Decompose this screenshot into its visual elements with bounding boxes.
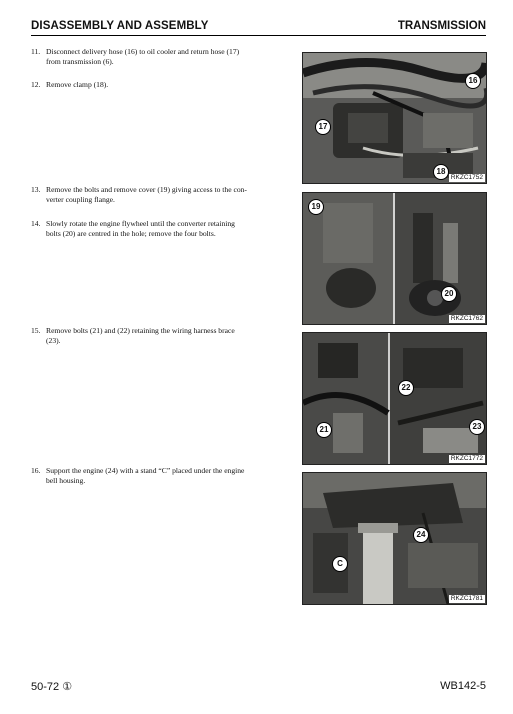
step-13: 13. Remove the bolts and remove cover (19) giving access to the con- verter coupling flange. <box>31 185 247 205</box>
step-14: 14. Slowly rotate the engine flywheel until the converter retaining bolts (20) are centred in the hole; remove the four bolts. <box>31 219 235 239</box>
figure-caption: RKZC1781 <box>450 595 483 602</box>
model-number: WB142-5 <box>440 680 486 692</box>
figure-caption: RKZC1762 <box>450 315 483 322</box>
callout-19: 19 <box>308 199 324 215</box>
figure-rkzc1772 <box>302 332 487 465</box>
revision-mark: ① <box>62 681 73 693</box>
photo-hoses <box>303 53 486 183</box>
figure-rkzc1762 <box>302 192 487 325</box>
step-15: 15. Remove bolts (21) and (22) retaining the wiring harness brace (23). <box>31 326 235 346</box>
callout-21: 21 <box>316 422 332 438</box>
callout-23: 23 <box>469 419 485 435</box>
section-title: DISASSEMBLY AND ASSEMBLY <box>31 20 209 32</box>
callout-16: 16 <box>465 73 481 89</box>
page-number: 50-72 ① <box>31 681 73 693</box>
step-12: 12. Remove clamp (18). <box>31 80 109 89</box>
callout-18: 18 <box>433 164 449 180</box>
callout-c: C <box>332 556 348 572</box>
figure-caption: RKZC1752 <box>450 174 483 181</box>
photo-engine-stand <box>303 473 486 604</box>
photo-wiring-brace <box>303 333 486 464</box>
figure-rkzc1781 <box>302 472 487 605</box>
step-16: 16. Support the engine (24) with a stand “C” placed under the engine bell housing. <box>31 466 245 486</box>
callout-24: 24 <box>413 527 429 543</box>
callout-20: 20 <box>441 286 457 302</box>
header-rule <box>31 35 486 36</box>
chapter-title: TRANSMISSION <box>397 20 486 32</box>
figure-caption: RKZC1772 <box>450 455 483 462</box>
figure-rkzc1752 <box>302 52 487 184</box>
callout-17: 17 <box>315 119 331 135</box>
photo-converter-cover <box>303 193 486 324</box>
callout-22: 22 <box>398 380 414 396</box>
step-11: 11. Disconnect delivery hose (16) to oil cooler and return hose (17) from transmission (6). <box>31 47 240 67</box>
